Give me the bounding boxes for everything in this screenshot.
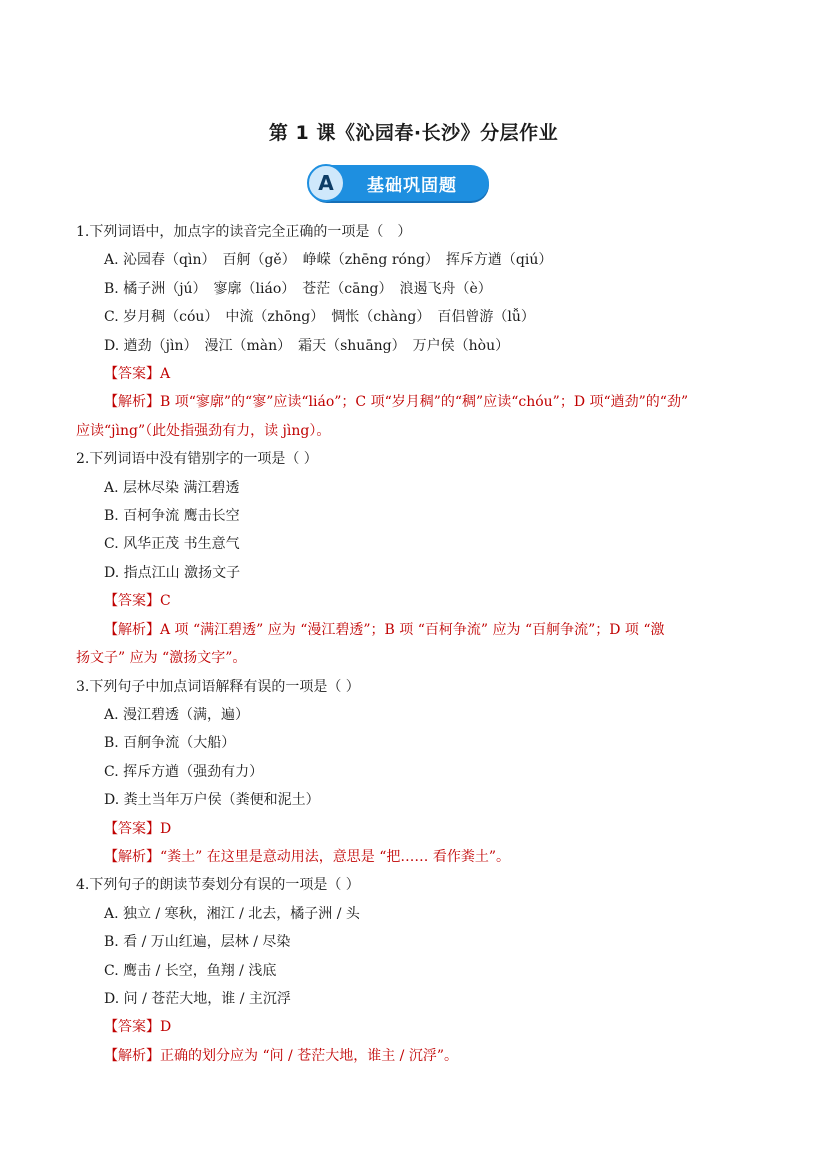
explanation-text-1: B 项“寥廓”的“寥”应读“liáo”；C 项“岁月稠”的“稠”应读“chóu”；D 项“遒劲”的“劲” <box>160 394 689 411</box>
section-letter-icon: A <box>307 164 345 202</box>
answer-tag: 【答案】 <box>104 366 160 383</box>
question-content <box>76 218 756 1070</box>
question-2 <box>76 445 756 672</box>
section-label: 基础巩固题 <box>367 175 457 196</box>
option-a: A. 漫江碧透（满，遍） <box>104 706 250 723</box>
option-c: C. 风华正茂 书生意气 <box>104 536 240 553</box>
question-3 <box>76 673 756 872</box>
page-title: 第 1 课《沁园春·长沙》分层作业 <box>268 122 559 144</box>
answer-value: D <box>160 820 172 837</box>
option-c: C. 鹰击 / 长空，鱼翔 / 浅底 <box>104 962 277 979</box>
explanation-tag: 【解析】 <box>104 394 160 411</box>
option-d: D. 遒劲（jìn） 漫江（màn） 霜天（shuāng） 万户侯（hòu） <box>104 337 510 354</box>
explanation <box>76 388 756 445</box>
explanation-text-1: 正确的划分应为 “问 / 苍茫大地，谁主 / 沉浮”。 <box>160 1047 458 1064</box>
option-b: B. 百舸争流（大船） <box>104 735 236 752</box>
explanation-text-1: “粪土” 在这里是意动用法，意思是 “把…… 看作粪土”。 <box>160 848 510 865</box>
answer-line <box>76 360 756 388</box>
answer-value: D <box>160 1019 172 1036</box>
answer-line <box>76 815 756 843</box>
answer-tag: 【答案】 <box>104 820 160 837</box>
answer-tag: 【答案】 <box>104 1019 160 1036</box>
answer-line <box>76 587 756 615</box>
option-d: D. 粪土当年万户侯（粪便和泥土） <box>104 792 320 809</box>
option-d: D. 问 / 苍茫大地，谁 / 主沉浮 <box>104 990 291 1007</box>
answer-value: C <box>160 593 171 610</box>
answer-line <box>76 1013 756 1041</box>
option-c: C. 挥斥方遒（强劲有力） <box>104 763 264 780</box>
explanation <box>76 843 756 871</box>
option-b: B. 看 / 万山红遍，层林 / 尽染 <box>104 934 291 951</box>
explanation-text-1: A 项 “满江碧透” 应为 “漫江碧透”；B 项 “百柯争流” 应为 “百舸争流”；D 项 “激 <box>160 621 665 638</box>
answer-value: A <box>160 366 171 383</box>
question-4 <box>76 871 756 1070</box>
option-a: A. 层林尽染 满江碧透 <box>104 479 240 496</box>
explanation-text-2: 扬文子” 应为 “激扬文字”。 <box>76 650 247 667</box>
explanation <box>76 1042 756 1070</box>
explanation-tag: 【解析】 <box>104 848 160 865</box>
option-c: C. 岁月稠（cóu） 中流（zhōng） 惆怅（chàng） 百侣曾游（lǚ） <box>104 309 535 326</box>
question-stem: 4.下列句子的朗读节奏划分有误的一项是（ ） <box>76 877 360 894</box>
question-stem: 1.下列词语中，加点字的读音完全正确的一项是（ ） <box>76 224 412 240</box>
option-a: A. 独立 / 寒秋，湘江 / 北去，橘子洲 / 头 <box>104 905 360 922</box>
question-stem: 2.下列词语中没有错别字的一项是（ ） <box>76 451 318 468</box>
option-a: A. 沁园春（qìn） 百舸（gě） 峥嵘（zhēng róng） 挥斥方遒（qiú） <box>104 252 553 269</box>
option-b: B. 百柯争流 鹰击长空 <box>104 508 240 525</box>
answer-tag: 【答案】 <box>104 593 160 610</box>
explanation-tag: 【解析】 <box>104 621 160 638</box>
explanation <box>76 616 756 673</box>
question-stem: 3.下列句子中加点词语解释有误的一项是（ ） <box>76 678 360 695</box>
explanation-tag: 【解析】 <box>104 1047 160 1064</box>
question-1 <box>76 218 756 445</box>
option-b: B. 橘子洲（jú） 寥廓（liáo） 苍茫（cāng） 浪遏飞舟（è） <box>104 280 492 297</box>
option-d: D. 指点江山 激扬文子 <box>104 564 241 581</box>
explanation-text-2: 应读“jìng”（此处指强劲有力，读 jìng）。 <box>76 422 331 439</box>
section-badge <box>309 165 489 201</box>
